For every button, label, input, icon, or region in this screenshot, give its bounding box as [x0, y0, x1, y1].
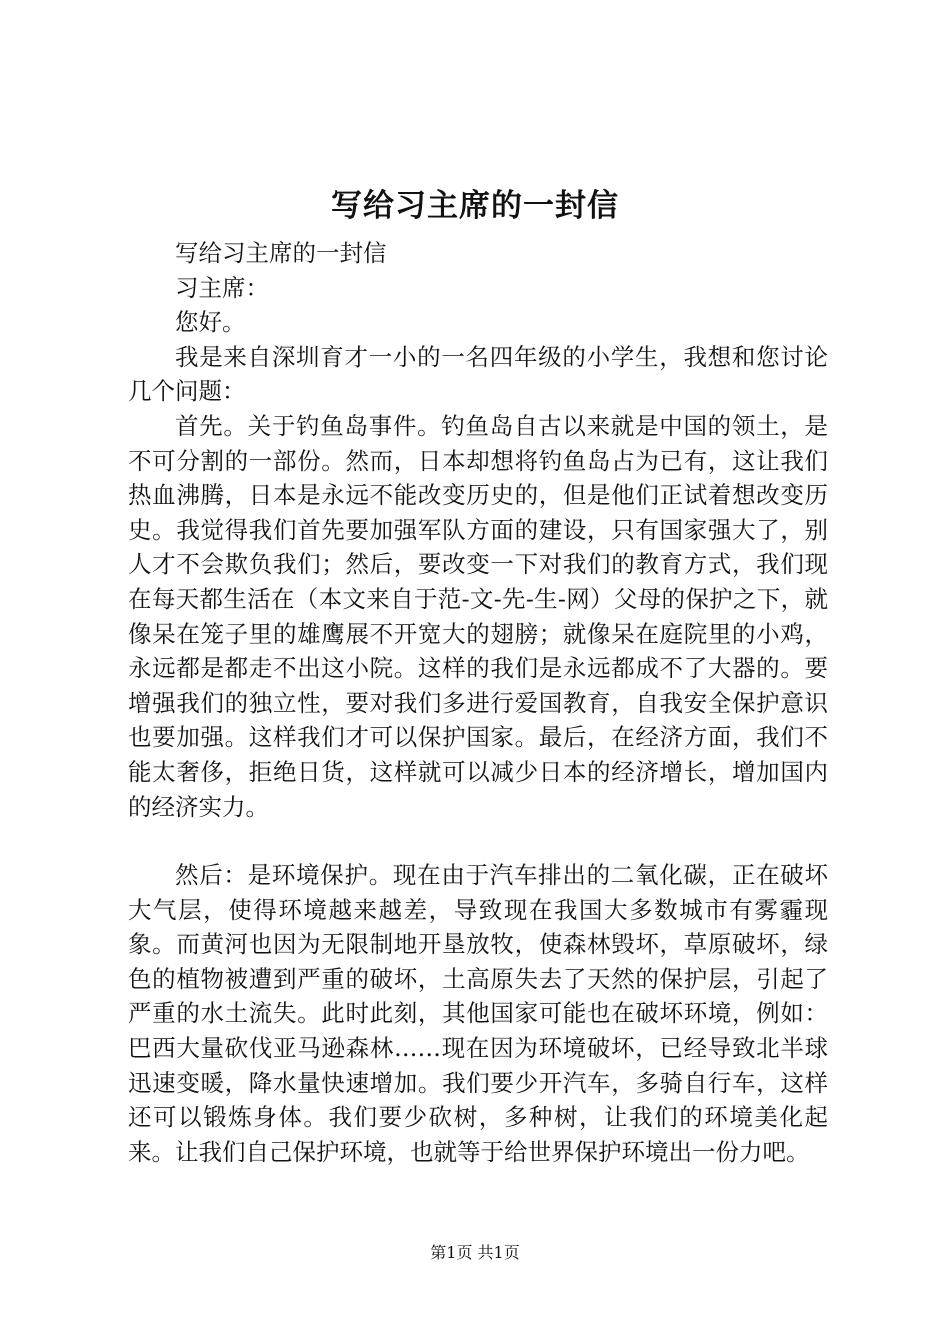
- salutation: 习主席：: [175, 273, 269, 302]
- document-title: 写给习主席的一封信: [331, 188, 619, 224]
- diaoyu-island-paragraph: 首先。关于钓鱼岛事件。钓鱼岛自古以来就是中国的领土，是不可分割的一部份。然而，日本却想将钓鱼岛占为已有，这让我们热血沸腾，日本是永远不能改变历史的，但是他们正试着想改变历史。我觉得我们首先要加强军队方面的建设，只有国家强大了，别人才不会欺负我们；然后，要改变一下对我们的教育方式，我们现在每天都生活在（本文来自于范-文-先-生-网）父母的保护之下，就像呆在笼子里的雄鹰展不开宽大的翅膀；就像呆在庭院里的小鸡，永远都是都走不出这小院。这样的我们是永远都成不了大器的。要增强我们的独立性，要对我们多进行爱国教育，自我安全保护意识也要加强。这样我们才可以保护国家。最后，在经济方面，我们不能太奢侈，拒绝日货，这样就可以减少日本的经济增长，增加国内的经济实力。: [128, 411, 828, 821]
- introduction-paragraph: 我是来自深圳育才一小的一名四年级的小学生，我想和您讨论几个问题：: [128, 342, 828, 406]
- greeting: 您好。: [175, 308, 246, 337]
- page-footer: 第1页 共1页: [430, 1243, 520, 1262]
- body-subtitle: 写给习主席的一封信: [175, 239, 387, 267]
- environment-paragraph: 然后：是环境保护。现在由于汽车排出的二氧化碳，正在破坏大气层，使得环境越来越差，导致现在我国大多数城市有雾霾现象。而黄河也因为无限制地开垦放牧，使森林毁坏，草原破坏，绿色的植物被遭到严重的破坏，土高原失去了天然的保护层，引起了严重的水土流失。此时此刻，其他国家可能也在破坏环境，例如：巴西大量砍伐亚马逊森林……现在因为环境破坏，已经导致北半球迅速变暖，降水量快速增加。我们要少开汽车，多骑自行车，这样还可以锻炼身体。我们要少砍树，多种树，让我们的环境美化起来。让我们自己保护环境，也就等于给世界保护环境出一份力吧。: [128, 861, 828, 1166]
- document-body: [128, 236, 828, 1169]
